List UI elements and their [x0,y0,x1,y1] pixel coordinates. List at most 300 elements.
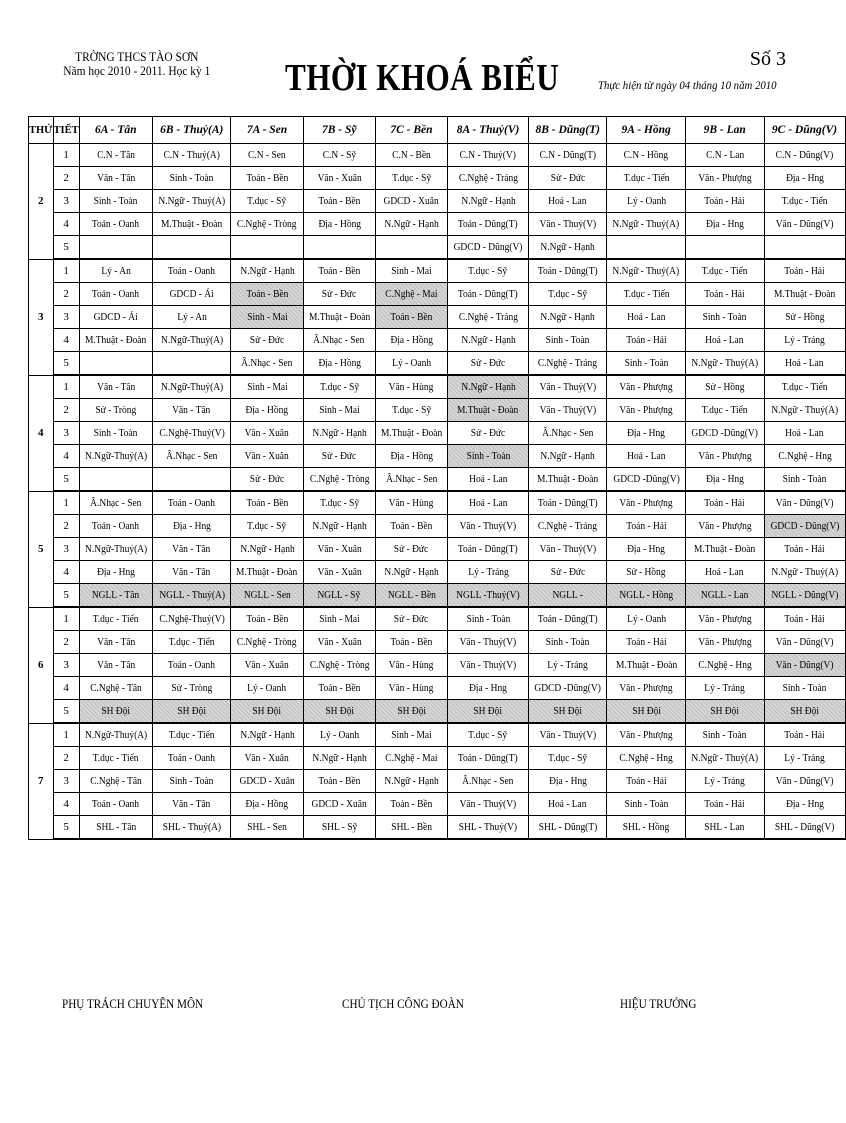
lesson-text: Sinh - Toàn [169,172,214,184]
lesson-text: T.dục - Tiến [623,172,670,184]
lesson-cell [529,399,607,422]
lesson-cell [685,631,764,654]
lesson-text: Toán - Bền [318,265,361,277]
lesson-cell [79,584,152,608]
lesson-cell [764,399,845,422]
lesson-text: Toán - Dũng(T) [537,613,598,625]
lesson-text: M.Thuật - Đoàn [457,404,519,416]
table-row [29,515,846,538]
lesson-cell [448,491,529,515]
lesson-cell [607,747,686,770]
lesson-cell [685,190,764,213]
table-row [29,793,846,816]
lesson-text: Văn - Phượng [698,520,752,532]
lesson-text: Văn - Phượng [619,404,673,416]
lesson-text: C.Nghệ-Thuỷ(V) [158,427,225,439]
lesson-cell [152,816,231,840]
timetable [28,116,846,840]
lesson-cell [375,607,447,631]
lesson-cell [231,190,303,213]
lesson-cell [607,167,686,190]
table-row [29,538,846,561]
lesson-cell [685,538,764,561]
lesson-cell [764,723,845,747]
lesson-cell [79,167,152,190]
lesson-cell [529,144,607,167]
lesson-text: Lý - Oanh [626,613,666,625]
lesson-cell [79,747,152,770]
lesson-cell [303,491,375,515]
lesson-text: Sử - Đức [394,613,429,625]
lesson-text: Toán - Bền [390,636,433,648]
lesson-text: M.Thuật - Đoàn [615,659,677,671]
table-row [29,607,846,631]
lesson-cell [607,770,686,793]
lesson-text: SH Đội [790,705,819,717]
lesson-text: C.Nghệ - Tráng [458,172,518,184]
lesson-text: Địa - Hng [785,798,824,810]
lesson-text: SHL - Thuỷ(A) [162,821,221,833]
lesson-text: M.Thuật - Đoàn [380,427,443,439]
lesson-text: N.Ngữ - Hạnh [540,311,595,323]
period-number: 5 [53,352,79,376]
lesson-cell [764,607,845,631]
period-number: 3 [53,422,79,445]
lesson-cell [375,236,447,260]
lesson-cell [607,306,686,329]
lesson-text: Hoá - Lan [785,427,824,439]
lesson-cell [607,793,686,816]
table-row [29,422,846,445]
lesson-cell [152,607,231,631]
lesson-text: Văn - Thuỷ(V) [539,543,597,555]
lesson-text: C.N - Sỹ [322,149,356,161]
lesson-text: Văn - Tân [172,404,211,416]
lesson-cell [764,190,845,213]
lesson-text: Sinh - Toàn [466,450,510,462]
lesson-text: Văn - Thuỷ(V) [459,636,517,648]
lesson-text: Toán - Dũng(T) [458,543,518,555]
period-number: 3 [53,770,79,793]
lesson-cell [529,515,607,538]
lesson-cell [152,167,231,190]
lesson-text: Địa - Hồng [245,404,289,416]
lesson-cell [231,677,303,700]
lesson-text: GDCD - Xuân [311,798,367,810]
lesson-text: Lý - Oanh [626,195,666,207]
lesson-cell [764,561,845,584]
lesson-text: Hoá - Lan [548,798,587,810]
lesson-cell [79,283,152,306]
lesson-text: N.Ngữ - Hạnh [312,752,367,764]
lesson-text: T.dục - Tiến [168,729,215,741]
lesson-text: Văn - Hùng [389,659,434,671]
lesson-cell [764,584,845,608]
lesson-cell [764,631,845,654]
lesson-text: Hoá - Lan [626,311,666,323]
lesson-cell [764,468,845,492]
lesson-cell [685,375,764,399]
lesson-text: C.Nghệ - Tráng [458,311,518,323]
lesson-text: Văn - Phượng [698,450,752,462]
lesson-text: Toán - Bền [390,520,433,532]
lesson-text: C.Nghệ - Tráng [538,357,598,369]
lesson-text: M.Thuật - Đoàn [161,218,223,230]
lesson-text: Văn - Xuân [317,172,362,184]
lesson-text: SHL - Hồng [622,821,670,833]
lesson-cell [231,144,303,167]
lesson-cell [448,213,529,236]
lesson-text: GDCD - Xuân [383,195,440,207]
lesson-text: SHL - Thuỷ(V) [458,821,518,833]
lesson-text: T.dục - Tiến [92,752,139,764]
lesson-text: Sử - Đức [249,334,285,346]
lesson-text: Â.Nhạc - Sen [241,357,293,369]
period-number: 3 [53,654,79,677]
day-label: 7 [29,723,54,839]
lesson-text: Sử - Tròng [95,404,137,416]
lesson-text: Toán - Dũng(T) [458,752,518,764]
lesson-text: Sinh - Mai [319,613,360,625]
lesson-cell [375,793,447,816]
lesson-cell [607,723,686,747]
lesson-cell [152,445,231,468]
lesson-text: C.Nghệ - Tròng [237,218,297,230]
day-label: 2 [29,144,54,260]
lesson-text: Toán - Oanh [168,752,216,764]
lesson-text: Toán - Oanh [168,265,216,277]
lesson-text: Sinh - Mai [246,381,288,393]
page-title: THỜI KHOÁ BIỂU [285,57,560,99]
lesson-text: GDCD - Dũng(V) [453,241,523,253]
lesson-text: Hoá - Lan [548,195,587,207]
lesson-text: NGLL - [552,589,583,601]
lesson-cell [529,747,607,770]
lesson-cell [303,816,375,840]
lesson-text: T.dục - Sỹ [548,288,588,300]
lesson-cell [448,329,529,352]
table-row [29,144,846,167]
lesson-text: Sinh - Mai [246,311,288,323]
period-column-header: TIẾT [53,117,79,144]
lesson-text: Lý - Tráng [704,775,745,787]
lesson-cell [375,422,447,445]
lesson-cell [764,816,845,840]
lesson-cell [79,793,152,816]
lesson-cell [303,167,375,190]
lesson-text: C.N - Lan [705,149,744,161]
lesson-cell [448,399,529,422]
lesson-text: C.N - Dũng(V) [775,149,834,161]
lesson-text: Văn - Xuân [317,566,362,578]
lesson-text: GDCD - Ái [93,311,138,323]
table-row [29,747,846,770]
lesson-cell [685,236,764,260]
lesson-text: Văn - Phượng [619,497,673,509]
lesson-text: N.Ngữ - Thuỷ(A) [771,566,838,578]
lesson-cell [303,770,375,793]
lesson-text: Toán - Oanh [168,659,216,671]
lesson-cell [764,700,845,724]
lesson-text: SH Đội [101,705,131,717]
lesson-text: N.Ngữ - Hạnh [239,729,295,741]
lesson-cell [685,468,764,492]
lesson-cell [685,329,764,352]
lesson-cell [79,816,152,840]
lesson-cell [764,213,845,236]
lesson-text: Văn - Thuỷ(V) [459,659,517,671]
class-header: 9A - Hồng [607,117,686,144]
lesson-text: Sử - Hồng [626,566,666,578]
lesson-text: Địa - Hồng [245,798,289,810]
lesson-text: SH Đội [324,705,354,717]
lesson-cell [152,352,231,376]
lesson-text: Địa - Hng [627,543,666,555]
lesson-cell [152,793,231,816]
lesson-cell [231,259,303,283]
lesson-text: Lý - Tráng [467,566,509,578]
lesson-cell [529,468,607,492]
lesson-cell [303,213,375,236]
lesson-text: N.Ngữ-Thuỷ(A) [160,334,223,346]
lesson-text: SHL - Tân [95,821,136,833]
table-row [29,190,846,213]
lesson-text: SH Đội [397,705,426,717]
lesson-text: Toán - Hải [625,775,667,787]
lesson-text: Â.Nhạc - Sen [542,427,594,439]
lesson-text: C.Nghệ - Hng [619,752,673,764]
lesson-cell [607,816,686,840]
lesson-text: C.Nghệ - Tân [89,775,142,787]
lesson-text: T.dục - Sỹ [319,381,359,393]
lesson-cell [152,422,231,445]
table-row [29,677,846,700]
day-column-header: THỨ [29,117,54,144]
effective-date: Thực hiện từ ngày 04 tháng 10 năm 2010 [598,78,777,92]
lesson-text: Địa - Hng [172,520,211,532]
lesson-cell [529,491,607,515]
lesson-cell [685,422,764,445]
lesson-cell [152,654,231,677]
lesson-cell [303,375,375,399]
lesson-text: T.dục - Tiến [168,636,215,648]
lesson-text: Văn - Thuỷ(V) [459,798,517,810]
lesson-cell [375,538,447,561]
lesson-text: Sử - Đức [394,543,429,555]
lesson-text: T.dục - Tiến [781,381,828,393]
lesson-text: NGLL - Tân [92,589,140,601]
school-info [62,50,212,78]
lesson-text: C.Nghệ - Tráng [538,520,598,532]
lesson-text: N.Ngữ - Thuỷ(A) [612,265,680,277]
lesson-text: T.dục - Sỹ [247,520,287,532]
lesson-text: C.Nghệ - Tròng [309,473,370,485]
period-number: 4 [53,677,79,700]
lesson-cell [764,677,845,700]
lesson-text: Địa - Hng [705,473,744,485]
lesson-cell [685,515,764,538]
lesson-text: N.Ngữ - Hạnh [460,381,516,393]
lesson-text: Văn - Thuỷ(V) [459,520,517,532]
lesson-text: Sinh - Toàn [702,311,747,323]
lesson-text: Văn - Xuân [244,752,290,764]
signature-head-of-department: PHỤ TRÁCH CHUYÊN MÔN [62,996,204,1011]
lesson-text: Sử - Đức [322,450,357,462]
lesson-text: Hoá - Lan [626,450,666,462]
timetable-body [29,144,846,840]
lesson-text: M.Thuật - Đoàn [537,473,599,485]
period-number: 4 [53,445,79,468]
lesson-text: Lý - Oanh [247,682,287,694]
lesson-cell [764,375,845,399]
lesson-text: C.Nghệ - Hng [698,659,752,671]
lesson-cell [685,399,764,422]
lesson-cell [303,607,375,631]
lesson-cell [607,283,686,306]
table-row [29,213,846,236]
lesson-text: Hoá - Lan [468,497,508,509]
period-number: 3 [53,306,79,329]
lesson-cell [607,654,686,677]
lesson-text: Sử - Hồng [784,311,825,323]
lesson-text: Sinh - Toàn [93,427,138,439]
class-header: 9C - Dũng(V) [764,117,845,144]
lesson-cell [79,259,152,283]
table-row [29,375,846,399]
lesson-cell [764,306,845,329]
lesson-cell [529,259,607,283]
lesson-cell [448,422,529,445]
period-number: 1 [53,259,79,283]
lesson-text: N.Ngữ - Thuỷ(A) [158,195,226,207]
lesson-text: N.Ngữ - Hạnh [540,241,595,253]
lesson-text: Văn - Hùng [389,682,434,694]
lesson-text: Toán - Dũng(T) [458,288,518,300]
lesson-text: T.dục - Sỹ [391,404,431,416]
lesson-text: GDCD -Dũng(V) [612,473,680,485]
lesson-cell [607,352,686,376]
lesson-text: Sinh - Mai [319,404,360,416]
lesson-cell [529,167,607,190]
lesson-text: Toán - Oanh [92,218,140,230]
lesson-text: Sinh - Mai [391,729,432,741]
lesson-cell [529,584,607,608]
lesson-cell [375,190,447,213]
lesson-cell [231,422,303,445]
lesson-text: Địa - Hng [96,566,135,578]
lesson-cell [152,259,231,283]
lesson-text: Sinh - Toàn [93,195,138,207]
table-row [29,306,846,329]
lesson-cell [375,770,447,793]
lesson-cell [152,770,231,793]
lesson-cell [79,190,152,213]
lesson-text: T.dục - Sỹ [247,195,287,207]
period-number: 4 [53,329,79,352]
lesson-cell [79,399,152,422]
lesson-cell [764,445,845,468]
lesson-cell [231,584,303,608]
lesson-cell [448,259,529,283]
lesson-cell [231,793,303,816]
lesson-cell [764,793,845,816]
lesson-cell [79,515,152,538]
lesson-text: Văn - Phượng [619,682,673,694]
lesson-text: Văn - Hùng [389,381,434,393]
lesson-cell [529,352,607,376]
class-header: 8A - Thuỷ(V) [448,117,529,144]
lesson-cell [448,538,529,561]
period-number: 3 [53,190,79,213]
lesson-cell [231,306,303,329]
lesson-cell [448,167,529,190]
lesson-text: Toán - Hải [784,265,825,277]
table-row [29,631,846,654]
lesson-text: N.Ngữ - Hạnh [312,520,367,532]
lesson-cell [764,515,845,538]
lesson-text: Sử - Đức [470,357,506,369]
lesson-cell [303,538,375,561]
day-label: 4 [29,375,54,491]
lesson-text: Lý - Oanh [319,729,359,741]
lesson-cell [79,561,152,584]
lesson-cell [529,236,607,260]
lesson-text: Toán - Oanh [92,520,140,532]
lesson-cell [375,468,447,492]
lesson-cell [685,584,764,608]
lesson-text: C.Nghệ - Tròng [237,636,297,648]
lesson-text: N.Ngữ-Thuỷ(A) [84,729,147,741]
lesson-cell [152,213,231,236]
period-number: 1 [53,723,79,747]
lesson-cell [152,700,231,724]
period-number: 2 [53,747,79,770]
lesson-cell [529,306,607,329]
lesson-text: Lý - Oanh [391,357,431,369]
lesson-cell [231,375,303,399]
table-row [29,167,846,190]
lesson-cell [448,816,529,840]
lesson-text: N.Ngữ - Thuỷ(A) [691,357,759,369]
lesson-cell [764,422,845,445]
period-number: 1 [53,375,79,399]
lesson-text: SHL - Sỹ [321,821,357,833]
lesson-text: SH Đội [177,705,207,717]
lesson-text: Địa - Hng [627,427,666,439]
lesson-cell [448,283,529,306]
lesson-cell [79,236,152,260]
lesson-text: SHL - Dũng(T) [538,821,597,833]
lesson-cell [448,631,529,654]
lesson-cell [303,445,375,468]
lesson-text: Toán - Dũng(T) [537,265,598,277]
period-number: 2 [53,167,79,190]
lesson-text: Lý - Tráng [547,659,588,671]
lesson-text: Địa - Hng [705,218,744,230]
lesson-cell [529,631,607,654]
lesson-text: Văn - Xuân [244,659,290,671]
lesson-cell [685,793,764,816]
lesson-text: Địa - Hồng [317,218,361,230]
lesson-text: Sinh - Toàn [702,729,747,741]
lesson-text: Văn - Xuân [317,543,362,555]
period-number: 1 [53,144,79,167]
table-row [29,723,846,747]
lesson-cell [529,283,607,306]
table-row [29,468,846,492]
lesson-text: C.Nghệ - Mai [385,752,438,764]
lesson-cell [764,329,845,352]
